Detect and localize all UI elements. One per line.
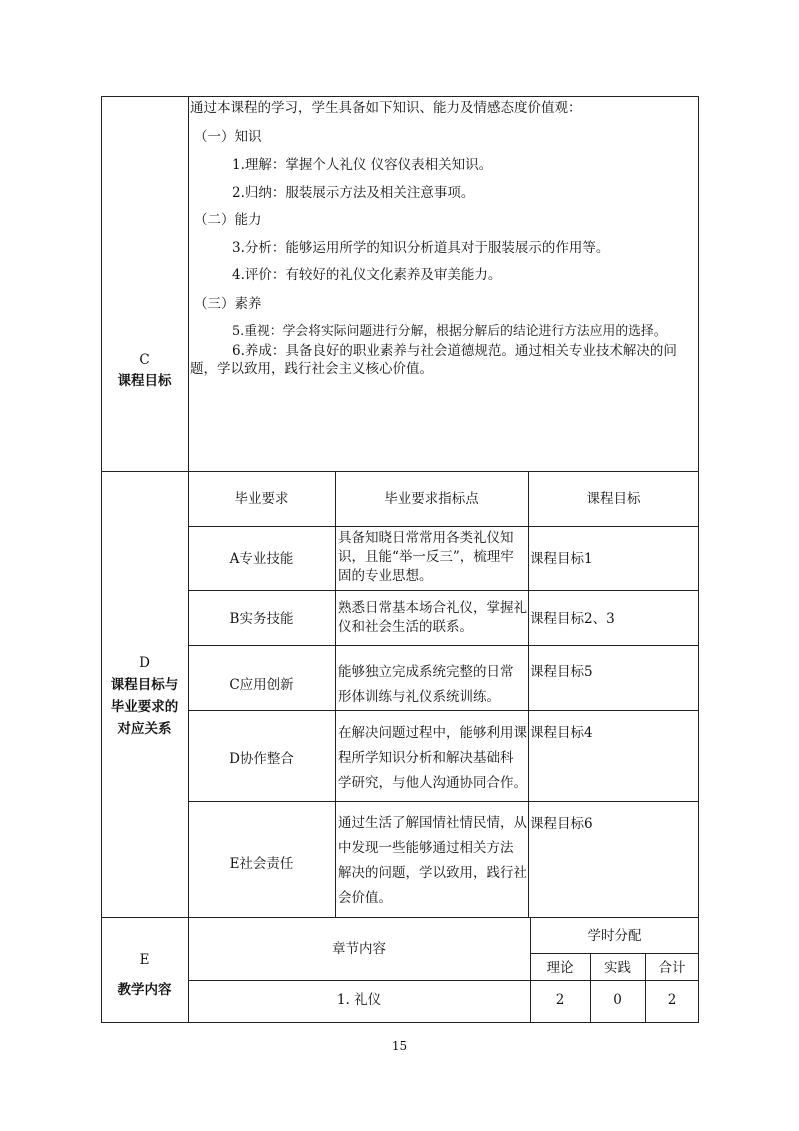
hours-allocation-header: 学时分配 xyxy=(587,928,642,944)
goal-2-text: 2.归纳：服装展示方法及相关注意事项。 xyxy=(232,185,475,201)
d-row-line-5 xyxy=(188,801,699,802)
e-header-bottom-line xyxy=(188,980,699,981)
theory-header: 理论 xyxy=(546,960,574,976)
indicator-d-line3: 学研究，与他人沟通协同合作。 xyxy=(338,775,527,791)
chapter-1-practice-hours: 0 xyxy=(613,992,622,1008)
indicator-d-line1: 在解决问题过程中，能够利用课 xyxy=(338,725,527,741)
total-header: 合计 xyxy=(658,960,686,976)
goal-3-text: 3.分析：能够运用所学的知识分析道具对于服装展示的作用等。 xyxy=(232,240,610,256)
goal-d: 课程目标4 xyxy=(530,725,593,741)
d-col-divider-1 xyxy=(335,471,336,917)
requirement-e: E社会责任 xyxy=(229,856,294,872)
goal-b: 课程目标2、3 xyxy=(530,611,615,627)
chapter-content-header: 章节内容 xyxy=(332,941,386,957)
requirement-b: B实务技能 xyxy=(229,611,294,627)
indicator-a-line2: 识，且能“举一反三”，梳理牢 xyxy=(338,549,514,565)
indicator-b xyxy=(338,599,527,637)
chapter-1-total-hours: 2 xyxy=(667,992,677,1008)
indicator-e-line1: 通过生活了解国情社情民情，从 xyxy=(338,815,527,831)
requirement-a: A专业技能 xyxy=(229,551,294,567)
section-c-bottom-line xyxy=(101,471,699,472)
indicator-c xyxy=(338,660,514,710)
section-d-title-line2: 毕业要求的 xyxy=(110,699,179,715)
indicator-e-line2: 中发现一些能够通过相关方法 xyxy=(338,840,514,856)
section-c-label xyxy=(101,350,188,392)
knowledge-heading: （一）知识 xyxy=(194,129,262,145)
goal-c: 课程目标5 xyxy=(530,664,593,680)
indicator-d xyxy=(338,721,527,796)
section-c-letter: C xyxy=(139,352,150,368)
goal-4-text: 4.评价：有较好的礼仪文化素养及审美能力。 xyxy=(232,267,502,283)
section-d-label xyxy=(101,652,188,740)
requirement-d: D协作整合 xyxy=(229,751,294,767)
goal-6-text-line2: 题，学以致用，践行社会主义核心价值。 xyxy=(190,361,433,377)
e-subheader-line xyxy=(530,953,699,954)
goal-5-text: 5.重视：学会将实际问题进行分解，根据分解后的结论进行方法应用的选择。 xyxy=(232,324,667,339)
course-goals-intro: 通过本课程的学习，学生具备如下知识、能力及情感态度价值观： xyxy=(190,100,582,116)
section-e-label xyxy=(101,945,188,1005)
practice-header: 实践 xyxy=(604,960,631,976)
d-row-line-3 xyxy=(188,645,699,646)
section-d-letter: D xyxy=(139,655,150,671)
indicator-d-line2: 程所学知识分析和解决基础科 xyxy=(338,750,514,766)
indicator-e-line4: 会价值。 xyxy=(338,890,392,906)
section-c-title: 课程目标 xyxy=(117,373,172,389)
header-course-goal: 课程目标 xyxy=(586,491,641,507)
d-row-line-2 xyxy=(188,590,699,591)
section-d-bottom-line xyxy=(101,917,699,918)
quality-heading: （三）素养 xyxy=(194,296,262,312)
indicator-b-line2: 仪和社会生活的联系。 xyxy=(338,619,473,635)
indicator-c-line2: 形体训练与礼仪系统训练。 xyxy=(338,689,500,705)
indicator-a-line1: 具备知晓日常常用各类礼仪知 xyxy=(338,530,514,546)
indicator-e xyxy=(338,811,527,911)
section-d-title-line3: 对应关系 xyxy=(117,721,172,737)
indicator-c-line1: 能够独立完成系统完整的日常 xyxy=(338,664,514,680)
header-graduation-requirement: 毕业要求 xyxy=(234,491,289,507)
requirement-c: C应用创新 xyxy=(229,677,294,693)
goal-1-text: 1.理解：掌握个人礼仪 仪容仪表相关知识。 xyxy=(232,157,493,173)
indicator-a-line3: 固的专业思想。 xyxy=(338,568,433,584)
d-row-line-4 xyxy=(188,710,699,711)
section-e-letter: E xyxy=(139,952,150,968)
indicator-a xyxy=(338,529,514,586)
goal-6-text-line1: 6.养成：具备良好的职业素养与社会道德规范。通过相关专业技术解决的问 xyxy=(232,343,677,359)
d-col-divider-2 xyxy=(528,471,529,917)
header-requirement-indicator: 毕业要求指标点 xyxy=(384,491,479,507)
indicator-e-line3: 解决的问题，学以致用，践行社 xyxy=(338,865,527,881)
chapter-1-theory-hours: 2 xyxy=(555,992,565,1008)
page-number: 15 xyxy=(391,1039,408,1053)
chapter-1-name: 1. 礼仪 xyxy=(336,992,382,1008)
indicator-b-line1: 熟悉日常基本场合礼仪，掌握礼 xyxy=(338,600,527,616)
section-d-title-line1: 课程目标与 xyxy=(110,677,179,693)
goal-a: 课程目标1 xyxy=(530,551,593,567)
goal-e: 课程目标6 xyxy=(530,816,593,832)
section-e-title: 教学内容 xyxy=(117,982,172,998)
d-row-line-1 xyxy=(188,526,699,527)
ability-heading: （二）能力 xyxy=(194,212,262,228)
